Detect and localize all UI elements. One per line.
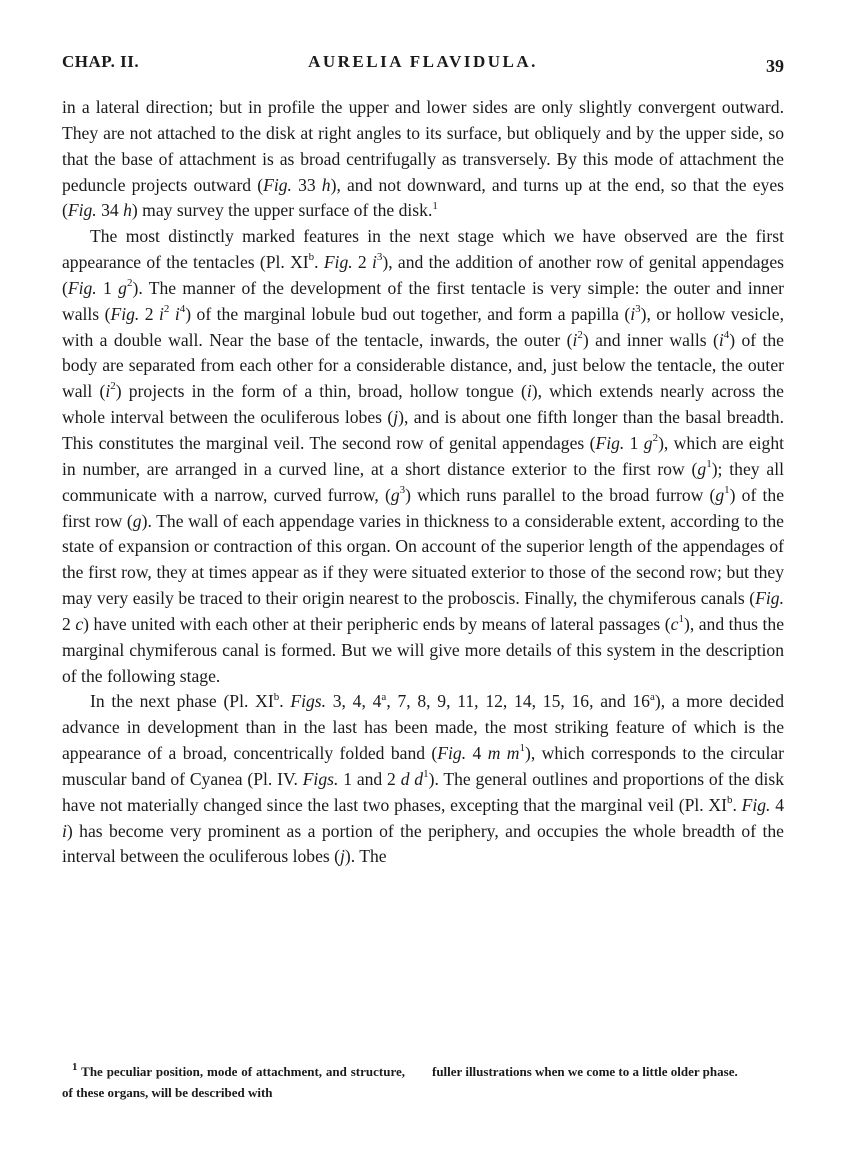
italic-ref: Fig. <box>595 432 625 453</box>
italic-ref: i <box>159 303 164 324</box>
body-text <box>62 95 784 870</box>
italic-ref: Fig. <box>110 303 140 324</box>
superscript: 4 <box>179 302 186 315</box>
italic-ref: Fig. <box>67 200 97 221</box>
superscript: 2 <box>126 277 133 290</box>
superscript: 2 <box>163 302 170 315</box>
italic-ref: Fig. <box>437 743 467 764</box>
superscript: b <box>273 690 280 703</box>
italic-ref: h <box>123 200 132 221</box>
italic-ref: g <box>118 277 127 298</box>
italic-ref: g <box>132 510 142 531</box>
italic-ref: i <box>372 252 377 273</box>
italic-ref: d d <box>400 768 424 789</box>
superscript: 1 <box>423 768 429 781</box>
italic-ref: g <box>643 432 653 453</box>
superscript: 4 <box>723 328 730 341</box>
superscript: 3 <box>399 483 406 496</box>
italic-ref: i <box>105 381 111 402</box>
paragraph: The most distinctly marked features in the next stage which we have observed are the first appearance of the tentacles (Pl. $XI^b$. Fig. 2 $i^3$), and the addition of another row of genital appendages (Fig. 1 $g^2$). The manner of the development of the first tentacle is very simple: the outer and inner walls (Fig. 2 $i^2$ $i^4$) of the marginal lobule bud out together, and form a papilla $(i^3)$, or hollow vesicle, with a double wall. Near the base of the tentacle, inwards, the outer $(i^2)$ and inner walls $(i^4)$ of the body are separated from each other for a considerable distance, and, just below the tentacle, the outer wall $(i^2)$ projects in the form of a thin, broad, hollow tongue (i), which extends nearly across the whole interval between the oculiferous lobes (j), and is about one fifth longer than the basal breadth. This constitutes the marginal veil. The second row of genital appendages (Fig. 1 $g^2$), which are eight in number, are arranged in a curved line, at a short distance exterior to the first row $(g^1)$; they all communicate with a narrow, curved furrow, $(g^3)$ which runs parallel to the broad furrow $(g^1)$ of the first row (g). The wall of each appendage varies in thickness to a considerable extent, according to the state of expansion or contraction of this organ. On account of the superior length of the appendages of the first row, they at times appear as if they were situated exterior to those of the second row; but they may very easily be traced to their origin nearest to the proboscis. Finally, the chymiferous canals (Fig. 2 c) have united with each other at their peripheric ends by means of lateral passages $(c^1)$, and thus the marginal chymiferous canal is formed. But we will give more details of this system in the description of the following stage. <box>62 226 785 686</box>
footnote-marker: 1 <box>72 1060 78 1073</box>
superscript: 1 <box>432 199 438 212</box>
italic-ref: Fig. <box>67 277 97 298</box>
superscript: 2 <box>652 432 659 445</box>
superscript: 1 <box>706 457 712 470</box>
italic-ref: j <box>339 846 345 867</box>
italic-ref: i <box>526 381 532 402</box>
superscript: b <box>726 793 733 806</box>
superscript: a <box>649 690 655 703</box>
italic-ref: m m <box>487 743 520 764</box>
superscript: 1 <box>724 483 730 496</box>
page-number: 39 <box>766 56 784 76</box>
paragraph: in a lateral direction; but in profile the upper and lower sides are only slightly convergent outward. They are not attached to the disk at right angles to its surface, but obliquely and by the upper side, so that the base of attachment is as broad centrifugally as transversely. By this mode of attachment the peduncle projects outward (Fig. 33 h), and not downward, and turns up at the end, so that the eyes (Fig. 34 h) may survey the upper surface of the disk.$^1$ <box>62 97 785 221</box>
superscript: 1 <box>678 613 684 626</box>
superscript: a <box>381 690 387 703</box>
italic-ref: g <box>715 484 725 505</box>
running-title: AURELIA FLAVIDULA. <box>308 52 538 71</box>
italic-ref: Figs. <box>302 768 339 789</box>
paragraph: In the next phase (Pl. $XI^b$. Figs. 3, 4, 4$^a$, 7, 8, 9, 11, 12, 14, 15, 16, and 16$^a$), a more decided advance in development than in the last has been made, the most striking feature of which is the appearance of a broad, concentrically folded band (Fig. 4 m $m^1$), which corresponds to the circular muscular band of Cyanea (Pl. IV. Figs. 1 and 2 d $d^1$). The general outlines and proportions of the disk have not materially changed since the last two phases, excepting that the marginal veil (Pl. $XI^b$. Fig. 4 i) has become very prominent as a portion of the periphery, and occupies the whole breadth of the interval between the oculiferous lobes (j). The <box>62 690 785 867</box>
chapter-label: CHAP. II. <box>62 52 140 71</box>
italic-ref: c <box>75 613 84 634</box>
italic-ref: h <box>321 174 331 195</box>
italic-ref: j <box>393 407 399 428</box>
italic-ref: Figs. <box>290 691 327 712</box>
superscript: 2 <box>577 328 583 341</box>
italic-ref: i <box>572 329 578 350</box>
footnote-right-column <box>432 1061 777 1082</box>
superscript: b <box>308 251 315 264</box>
italic-ref: g <box>390 484 400 505</box>
footnote-text-left: The peculiar position, mode of attachment, and structure, of these organs, will be described with <box>62 1064 406 1100</box>
superscript: 3 <box>376 251 383 264</box>
italic-ref: c <box>670 613 679 634</box>
superscript: 3 <box>635 302 641 315</box>
superscript: 1 <box>519 742 525 755</box>
italic-ref: i <box>174 303 180 324</box>
italic-ref: Fig. <box>755 588 784 609</box>
italic-ref: g <box>697 458 707 479</box>
running-header <box>62 52 784 80</box>
italic-ref: i <box>630 303 636 324</box>
footnote-left-column <box>62 1061 405 1103</box>
italic-ref: Fig. <box>323 252 353 273</box>
italic-ref: Fig. <box>741 794 771 815</box>
italic-ref: i <box>62 820 67 841</box>
footnote-text-right: fuller illustrations when we come to a little older phase. <box>432 1064 738 1079</box>
italic-ref: i <box>718 329 724 350</box>
italic-ref: Fig. <box>263 174 292 195</box>
superscript: 2 <box>110 380 116 393</box>
